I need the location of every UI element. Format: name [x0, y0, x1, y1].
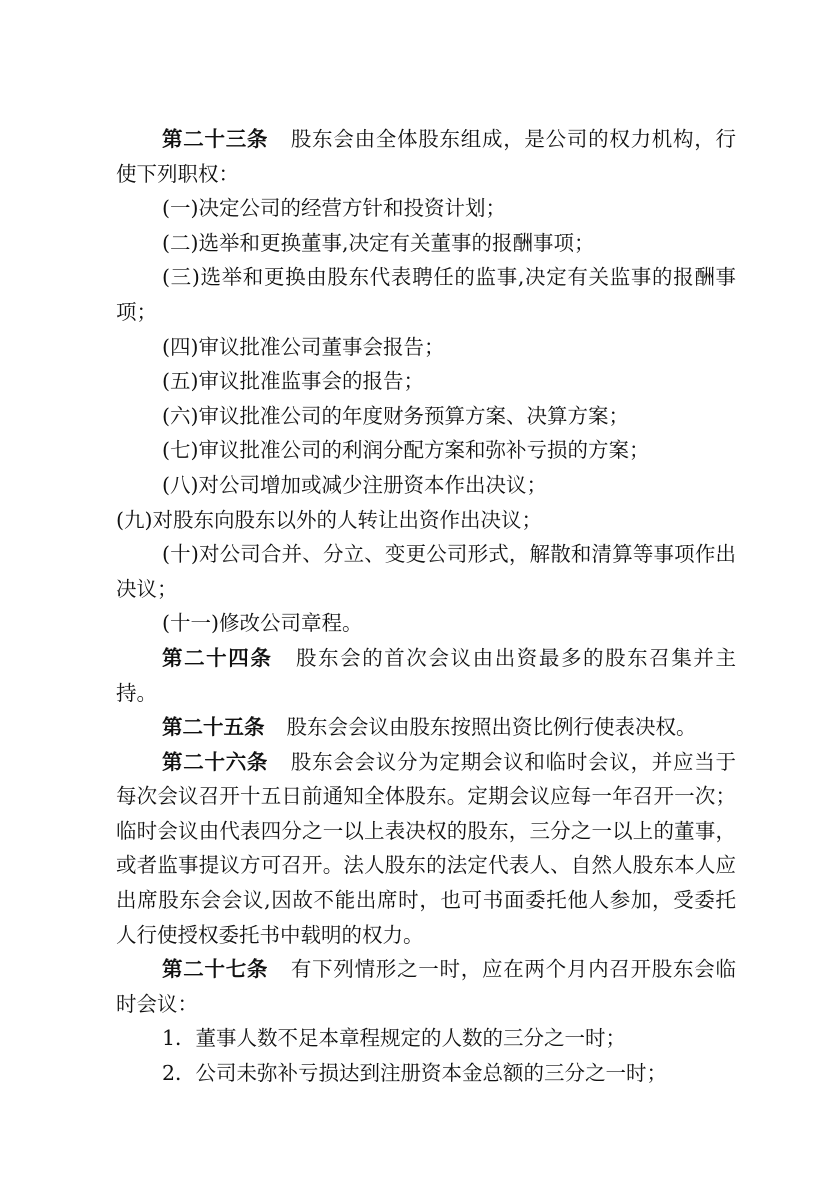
article-24-text: 股东会的首次会议由出资最多的股东召集并主持。: [116, 645, 737, 705]
article-24: [116, 641, 736, 710]
article-23: [116, 122, 736, 191]
article-25-heading: 第二十五条: [162, 715, 265, 740]
article-23-item-11: (十一)修改公司章程。: [162, 611, 363, 636]
article-24-heading: 第二十四条: [162, 645, 273, 670]
article-23-item-1: (一)决定公司的经营方针和投资计划；: [162, 196, 506, 221]
article-23-item-2: (二)选举和更换董事,决定有关董事的报酬事项；: [162, 230, 595, 255]
article-25: [116, 710, 736, 745]
article-23-heading: 第二十三条: [162, 127, 269, 151]
article-27-heading: 第二十七条: [162, 957, 269, 982]
article-26-text: 股东会会议分为定期会议和临时会议，并应当于每次会议召开十五日前通知全体股东。定期会议应每一年召开一次；临时会议由代表四分之一以上表决权的股东，三分之一以上的董事，或者监事提议方可召开。法人股东的法定代表人、自然人股东本人应出席股东会会议,因故不能出席时，也可书面委托他人参加，受委托人行使授权委托书中载明的权力。: [116, 749, 737, 947]
article-23-item-5: (五)审议批准监事会的报告；: [162, 369, 424, 394]
article-23-item-10: (十)对公司合并、分立、变更公司形式，解散和清算等事项作出决议；: [116, 542, 736, 601]
article-27-text: 有下列情形之一时，应在两个月内召开股东会临时会议：: [116, 957, 737, 1016]
article-26-heading: 第二十六条: [162, 749, 269, 774]
article-23-text: 股东会由全体股东组成，是公司的权力机构，行使下列职权：: [116, 127, 737, 186]
article-23-item-4: (四)审议批准公司董事会报告；: [162, 334, 445, 359]
article-27-item-2: 2．公司未弥补亏损达到注册资本金总额的三分之一时；: [162, 1061, 668, 1086]
article-25-text: 股东会会议由股东按照出资比例行使表决权。: [286, 715, 697, 740]
article-23-item-8: (八)对公司增加或减少注册资本作出决议；: [162, 472, 547, 497]
article-23-item-6: (六)审议批准公司的年度财务预算方案、决算方案；: [162, 403, 629, 428]
article-27-item-1: 1．董事人数不足本章程规定的人数的三分之一时；: [162, 1026, 627, 1051]
article-23-item-7: (七)审议批准公司的利润分配方案和弥补亏损的方案；: [162, 438, 650, 463]
document-page: [116, 122, 736, 1091]
article-23-item-9: (九)对股东向股东以外的人转让出资作出决议；: [116, 507, 542, 532]
article-26: [116, 745, 736, 953]
article-23-item-3: (三)选举和更换由股东代表聘任的监事,决定有关监事的报酬事项；: [116, 265, 736, 324]
article-27: [116, 952, 736, 1021]
